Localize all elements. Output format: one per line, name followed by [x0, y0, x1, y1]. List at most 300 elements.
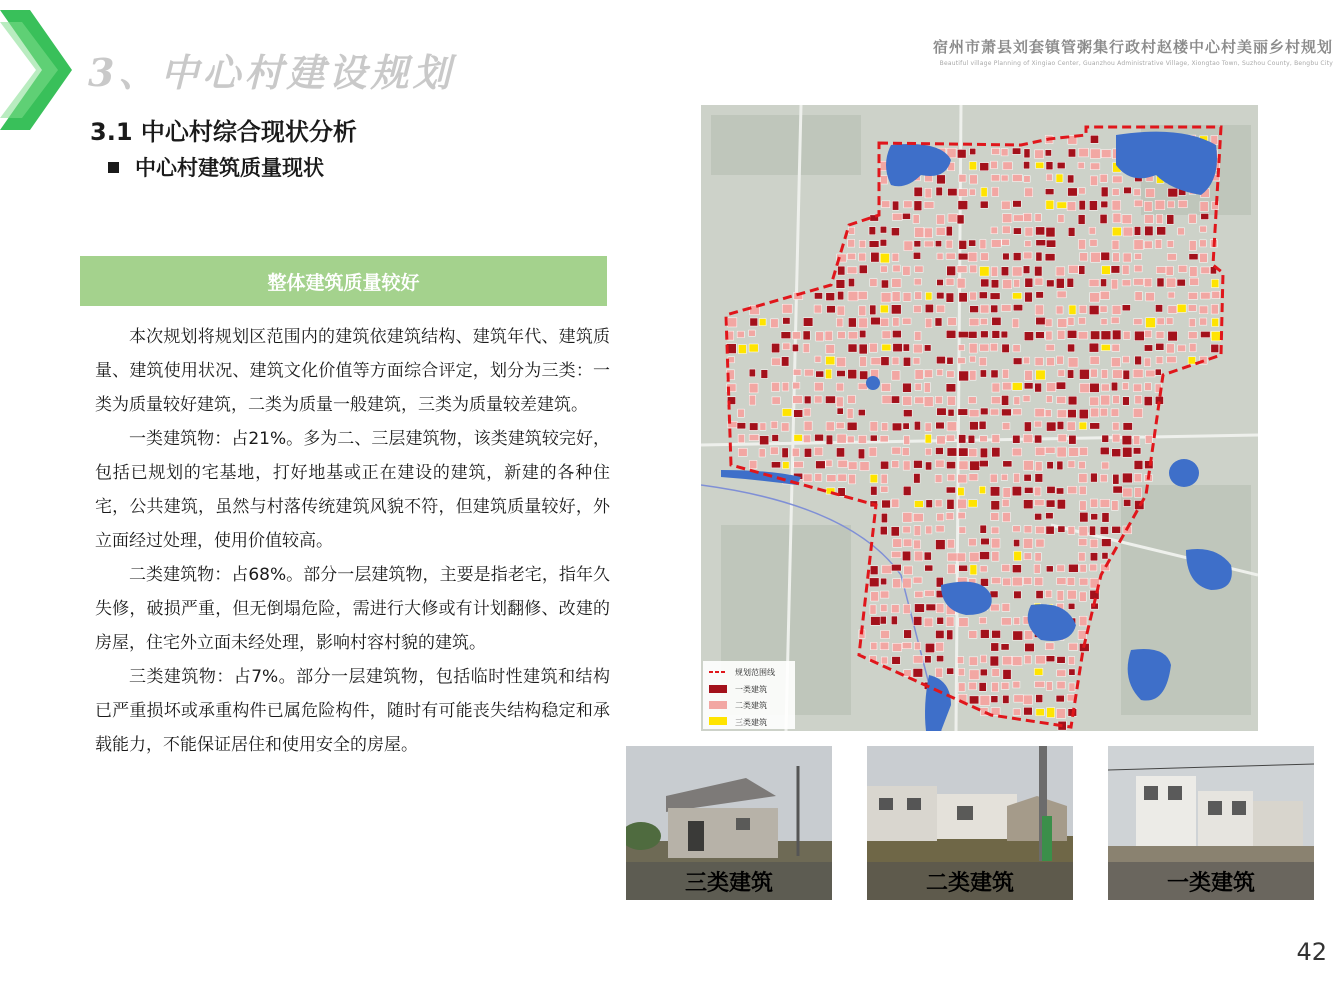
building-footprint — [981, 253, 989, 261]
building-footprint — [1003, 162, 1012, 170]
building-footprint — [979, 421, 986, 429]
building-footprint — [904, 670, 912, 677]
building-footprint — [870, 566, 878, 575]
building-footprint — [1178, 228, 1185, 235]
building-footprint — [1090, 163, 1099, 170]
building-footprint — [959, 293, 967, 302]
building-footprint — [947, 371, 954, 378]
building-footprint — [882, 565, 892, 573]
building-footprint — [847, 267, 857, 274]
building-footprint — [925, 643, 934, 652]
building-footprint — [980, 448, 987, 458]
building-footprint — [924, 552, 931, 560]
building-footprint — [870, 422, 878, 431]
building-footprint — [1123, 356, 1130, 363]
building-footprint — [1056, 174, 1063, 182]
building-footprint — [893, 539, 902, 547]
building-footprint — [849, 474, 856, 484]
building-footprint — [990, 474, 997, 482]
building-footprint — [1200, 318, 1207, 325]
building-footprint — [1167, 356, 1176, 362]
building-footprint — [1089, 343, 1099, 352]
building-footprint — [981, 538, 990, 545]
building-footprint — [1057, 421, 1064, 429]
building-footprint — [881, 357, 889, 366]
building-footprint — [1046, 526, 1054, 534]
building-footprint — [991, 280, 999, 288]
building-footprint — [1036, 656, 1046, 664]
building-footprint — [990, 409, 998, 415]
building-footprint — [903, 410, 912, 417]
building-footprint — [1057, 396, 1066, 403]
building-footprint — [848, 239, 855, 247]
building-footprint — [1135, 488, 1142, 498]
building-footprint — [991, 175, 1000, 181]
building-footprint — [937, 617, 944, 624]
building-footprint — [1045, 643, 1054, 650]
building-footprint — [946, 487, 955, 493]
building-footprint — [914, 187, 922, 196]
building-footprint — [1014, 397, 1020, 405]
building-footprint — [814, 293, 822, 299]
building-footprint — [1023, 695, 1032, 704]
building-footprint — [903, 383, 912, 392]
building-footprint — [903, 293, 911, 302]
building-footprint — [914, 241, 921, 247]
building-footprint — [1100, 408, 1107, 416]
building-footprint — [836, 280, 845, 289]
building-footprint — [1002, 214, 1012, 223]
building-footprint — [980, 370, 986, 377]
building-footprint — [1166, 318, 1173, 325]
building-footprint — [991, 240, 1001, 247]
building-footprint — [968, 331, 977, 338]
building-footprint — [1013, 526, 1021, 532]
building-footprint — [893, 318, 899, 327]
building-footprint — [1113, 370, 1123, 379]
building-footprint — [924, 241, 933, 247]
building-footprint — [1046, 162, 1053, 170]
building-footprint — [1002, 344, 1010, 353]
building-footprint — [958, 683, 965, 692]
building-footprint — [1079, 266, 1085, 275]
building-footprint — [924, 370, 932, 378]
building-footprint — [914, 551, 922, 561]
building-footprint — [804, 396, 811, 404]
building-footprint — [1155, 200, 1165, 209]
building-footprint — [836, 422, 844, 428]
photo-class3-building — [626, 746, 832, 900]
building-footprint — [904, 241, 913, 251]
building-footprint — [1014, 280, 1020, 288]
building-footprint — [1212, 318, 1219, 326]
building-footprint — [1112, 526, 1121, 533]
building-footprint — [1013, 435, 1020, 443]
building-footprint — [914, 331, 921, 340]
building-footprint — [858, 291, 867, 299]
building-footprint — [1068, 409, 1077, 417]
building-footprint — [880, 253, 889, 262]
building-footprint — [1046, 682, 1052, 691]
building-footprint — [880, 461, 888, 469]
building-footprint — [903, 486, 911, 495]
building-footprint — [968, 397, 976, 404]
building-footprint — [957, 278, 965, 288]
building-footprint — [1113, 422, 1120, 430]
building-footprint — [1090, 149, 1100, 159]
building-footprint — [1189, 241, 1196, 251]
building-footprint — [1024, 383, 1033, 389]
building-footprint — [892, 423, 902, 431]
building-footprint — [1157, 318, 1164, 325]
building-footprint — [1012, 577, 1022, 586]
building-footprint — [1057, 591, 1064, 601]
building-footprint — [847, 422, 857, 430]
building-footprint — [946, 278, 954, 285]
building-footprint — [1111, 409, 1119, 416]
building-footprint — [1079, 305, 1087, 313]
building-footprint — [990, 656, 999, 666]
building-footprint — [881, 513, 887, 522]
building-footprint — [959, 461, 968, 470]
building-footprint — [1002, 423, 1010, 430]
building-footprint — [1001, 267, 1008, 276]
building-footprint — [827, 306, 836, 313]
building-footprint — [881, 474, 887, 483]
building-footprint — [1069, 683, 1075, 691]
building-footprint — [903, 578, 911, 588]
building-footprint — [947, 266, 956, 275]
building-footprint — [1122, 473, 1132, 483]
building-footprint — [1200, 253, 1208, 262]
building-footprint — [838, 460, 848, 467]
building-footprint — [914, 540, 921, 549]
building-footprint — [958, 487, 964, 495]
building-footprint — [1080, 253, 1088, 261]
building-footprint — [979, 617, 986, 623]
building-footprint — [991, 643, 999, 651]
building-footprint — [903, 423, 909, 429]
building-footprint — [1135, 356, 1142, 365]
building-footprint — [749, 395, 755, 405]
building-footprint — [1034, 266, 1042, 276]
building-footprint — [1211, 279, 1218, 287]
building-footprint — [1079, 461, 1085, 468]
building-footprint — [1155, 240, 1162, 249]
building-footprint — [1124, 187, 1132, 193]
building-footprint — [947, 422, 957, 431]
building-footprint — [1035, 150, 1044, 159]
building-footprint — [781, 357, 788, 366]
building-footprint — [935, 241, 941, 247]
building-footprint — [1057, 356, 1064, 364]
body-text — [95, 320, 610, 762]
building-footprint — [1122, 265, 1129, 274]
building-footprint — [936, 187, 942, 196]
building-footprint — [1025, 643, 1035, 651]
building-footprint — [947, 630, 953, 640]
building-footprint — [1123, 447, 1132, 457]
building-footprint — [871, 317, 881, 325]
building-footprint — [903, 357, 910, 366]
building-footprint — [1201, 292, 1211, 299]
building-footprint — [1123, 331, 1130, 339]
building-footprint — [926, 526, 932, 534]
building-footprint — [980, 344, 989, 351]
building-footprint — [881, 657, 887, 664]
building-footprint — [826, 460, 832, 466]
building-footprint — [893, 344, 903, 352]
building-footprint — [1046, 174, 1052, 181]
building-footprint — [1079, 578, 1088, 585]
building-footprint — [1112, 501, 1119, 511]
building-footprint — [770, 447, 778, 454]
building-footprint — [914, 642, 920, 650]
building-footprint — [1068, 149, 1076, 157]
building-footprint — [871, 486, 877, 495]
building-footprint — [1034, 564, 1040, 573]
building-footprint — [1025, 370, 1033, 380]
building-footprint — [937, 436, 945, 444]
building-footprint — [871, 358, 881, 365]
building-footprint — [882, 344, 891, 351]
building-footprint — [1035, 408, 1045, 416]
building-footprint — [1080, 383, 1090, 392]
building-footprint — [1080, 501, 1087, 511]
building-footprint — [1190, 267, 1197, 277]
building-footprint — [936, 460, 945, 467]
building-footprint — [915, 383, 921, 390]
building-footprint — [1113, 396, 1120, 404]
building-footprint — [1001, 644, 1009, 650]
building-footprint — [959, 240, 967, 249]
body-paragraph: 本次规划将规划区范围内的建筑依建筑结构、建筑年代、建筑质量、建筑使用状况、建筑文化价值等方面综合评定，划分为三类：一类为质量较好建筑，二类为质量一般建筑，三类为质量较差建筑。 — [95, 327, 610, 415]
building-footprint — [1113, 474, 1119, 484]
building-footprint — [1091, 514, 1098, 520]
building-footprint — [836, 448, 844, 457]
building-footprint — [957, 657, 963, 664]
building-footprint — [913, 215, 919, 224]
building-footprint — [814, 447, 822, 455]
building-footprint — [969, 189, 975, 195]
building-footprint — [1012, 383, 1022, 391]
building-footprint — [903, 396, 912, 405]
building-footprint — [959, 189, 968, 197]
building-footprint — [1155, 305, 1162, 312]
building-footprint — [1145, 383, 1152, 391]
building-footprint — [1078, 215, 1085, 225]
building-footprint — [881, 630, 890, 638]
building-footprint — [1079, 240, 1086, 250]
building-footprint — [981, 655, 987, 663]
building-footprint — [882, 201, 890, 208]
building-footprint — [1067, 370, 1073, 378]
building-footprint — [1025, 241, 1031, 247]
building-footprint — [1068, 590, 1077, 599]
building-footprint — [1144, 201, 1152, 211]
building-footprint — [794, 410, 803, 418]
building-footprint — [1045, 254, 1055, 261]
building-footprint — [925, 318, 932, 327]
building-footprint — [1057, 656, 1065, 663]
building-footprint — [882, 395, 891, 403]
building-footprint — [881, 266, 888, 272]
building-footprint — [781, 332, 791, 339]
building-footprint — [948, 188, 957, 195]
building-footprint — [893, 579, 901, 588]
building-footprint — [749, 434, 759, 440]
building-footprint — [1024, 176, 1030, 183]
building-footprint — [904, 566, 913, 575]
building-footprint — [924, 618, 933, 627]
building-footprint — [914, 460, 923, 468]
building-footprint — [771, 462, 780, 468]
legend-class3-label: 三类建筑 — [735, 718, 767, 727]
building-footprint — [980, 525, 986, 533]
building-footprint — [1002, 239, 1010, 245]
building-footprint — [1211, 331, 1221, 340]
building-footprint — [946, 513, 954, 520]
building-footprint — [936, 525, 944, 532]
building-footprint — [1188, 305, 1196, 311]
building-footprint — [990, 343, 997, 351]
building-footprint — [880, 526, 887, 534]
building-footprint — [804, 448, 811, 457]
building-footprint — [880, 591, 889, 598]
building-footprint — [926, 292, 932, 300]
building-footprint — [1134, 319, 1143, 325]
building-footprint — [880, 226, 886, 233]
building-footprint — [1135, 253, 1142, 259]
building-footprint — [979, 460, 988, 466]
building-footprint — [980, 267, 989, 277]
building-footprint — [913, 668, 923, 677]
building-footprint — [1157, 227, 1166, 235]
building-footprint — [1057, 461, 1063, 470]
building-footprint — [1013, 709, 1021, 716]
building-footprint — [892, 499, 899, 507]
building-footprint — [1003, 488, 1011, 498]
building-footprint — [858, 409, 865, 415]
building-footprint — [979, 358, 986, 366]
building-footprint — [859, 318, 868, 328]
building-footprint — [936, 604, 944, 613]
building-footprint — [970, 148, 976, 154]
building-footprint — [1024, 422, 1031, 432]
building-footprint — [904, 201, 912, 208]
building-footprint — [1001, 474, 1007, 480]
building-footprint — [1068, 526, 1075, 534]
building-footprint — [1023, 500, 1033, 509]
building-footprint — [947, 553, 957, 561]
building-footprint — [1133, 448, 1141, 454]
building-footprint — [902, 318, 911, 324]
building-footprint — [992, 317, 1001, 325]
building-footprint — [946, 240, 953, 248]
building-footprint — [1079, 447, 1087, 455]
building-footprint — [947, 448, 957, 456]
building-footprint — [782, 304, 792, 313]
building-footprint — [1036, 370, 1045, 380]
building-footprint — [991, 267, 997, 276]
building-footprint — [1090, 539, 1098, 547]
building-footprint — [826, 293, 835, 301]
building-footprint — [859, 253, 866, 261]
building-footprint — [1056, 709, 1065, 719]
building-footprint — [1058, 215, 1064, 223]
building-footprint — [838, 291, 844, 299]
building-footprint — [803, 474, 812, 482]
building-footprint — [1002, 564, 1010, 571]
building-footprint — [913, 358, 920, 364]
building-footprint — [958, 345, 964, 351]
building-footprint — [1134, 474, 1141, 482]
building-footprint — [1102, 513, 1109, 523]
building-footprint — [1134, 200, 1142, 207]
building-footprint — [1111, 279, 1117, 289]
building-footprint — [815, 356, 821, 362]
building-footprint — [915, 292, 922, 300]
building-footprint — [992, 447, 1000, 456]
building-footprint — [946, 435, 954, 441]
building-footprint — [749, 344, 758, 352]
building-footprint — [738, 345, 746, 354]
building-footprint — [1068, 396, 1077, 405]
building-footprint — [1003, 512, 1011, 521]
building-footprint — [1166, 266, 1173, 275]
legend-class2-label: 二类建筑 — [735, 701, 767, 710]
building-footprint — [1145, 226, 1153, 235]
building-footprint — [946, 617, 954, 626]
building-footprint — [1035, 278, 1043, 285]
building-footprint — [970, 265, 977, 273]
building-footprint — [1001, 331, 1008, 338]
body-paragraph: 三类建筑物：占7%。部分一层建筑物，包括临时性建筑和结构已严重损坏或承重构件已属危险构件，随时有可能丧失结构稳定和承载能力，不能保证居住和使用安全的房屋。 — [95, 667, 610, 755]
building-footprint — [992, 669, 1000, 677]
building-footprint — [1156, 343, 1164, 350]
building-footprint — [1100, 214, 1107, 223]
building-footprint — [924, 202, 934, 209]
building-footprint — [935, 318, 942, 326]
building-footprint — [915, 266, 923, 272]
building-footprint — [936, 630, 945, 638]
building-footprint — [957, 553, 966, 562]
building-footprint — [1036, 695, 1043, 703]
building-footprint — [1090, 383, 1100, 392]
building-footprint — [1102, 266, 1111, 274]
building-footprint — [980, 566, 987, 572]
building-footprint — [749, 423, 757, 431]
building-footprint — [1078, 630, 1086, 639]
building-footprint — [1101, 279, 1107, 287]
building-footprint — [1001, 618, 1011, 625]
building-footprint — [913, 344, 922, 353]
building-footprint — [837, 370, 846, 376]
building-footprint — [948, 409, 954, 416]
building-footprint — [880, 436, 888, 442]
building-footprint — [1047, 486, 1055, 493]
building-footprint — [924, 345, 931, 351]
building-footprint — [869, 343, 877, 352]
building-footprint — [858, 449, 864, 459]
body-paragraph: 一类建筑物：占21%。多为二、三层建筑物，该类建筑较完好，包括已规划的宅基地，打好地基或正在建设的建筑，新建的各种住宅，公共建筑，虽然与村落传统建筑风貌不符，但建筑质量较好，外立面经过处理，使用价值较高。 — [95, 429, 610, 551]
building-footprint — [957, 149, 966, 158]
building-footprint — [792, 344, 798, 351]
building-footprint — [1100, 447, 1109, 454]
building-footprint — [1035, 383, 1042, 392]
building-footprint — [1067, 330, 1076, 338]
building-footprint — [860, 371, 868, 380]
